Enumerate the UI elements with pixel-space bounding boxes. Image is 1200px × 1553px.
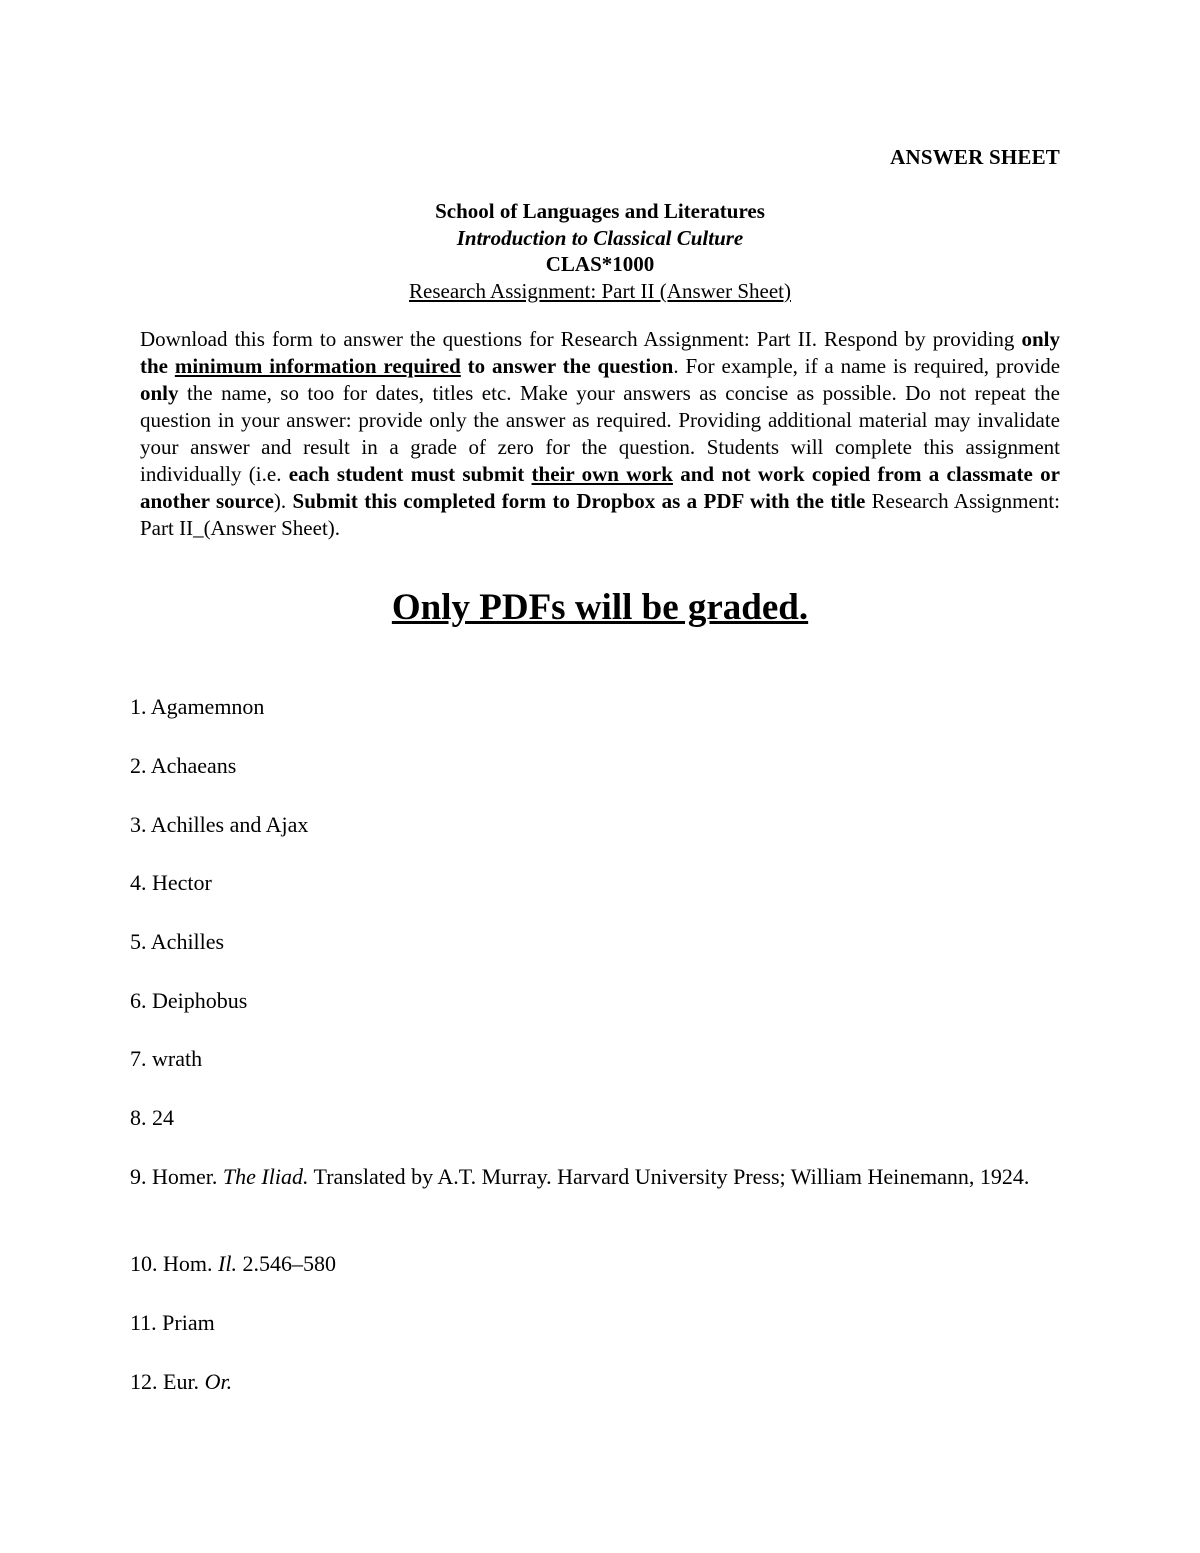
course-title: Introduction to Classical Culture [456, 225, 744, 250]
pdf-only-notice: Only PDFs will be graded. [391, 587, 809, 628]
assignment-title: Research Assignment: Part II (Answer Sheet) [409, 278, 791, 303]
answer-item: 7. wrath [130, 1046, 203, 1071]
answer-item: 2. Achaeans [130, 753, 237, 778]
answer-italic-abbr: Or. [204, 1369, 233, 1394]
instructions-bold: only [140, 381, 179, 405]
answer-italic-abbr: Il. [218, 1251, 237, 1276]
answer-item [130, 1367, 232, 1396]
instructions-text: Download this form to answer the questions for Research Assignment: Part II. Respond by providing [140, 327, 1022, 351]
answer-item: 3. Achilles and Ajax [130, 812, 309, 837]
instructions-bold-underline: their own work [531, 462, 673, 486]
school-name: School of Languages and Literatures [435, 199, 765, 223]
answer-text: 9. Homer. [130, 1164, 223, 1189]
answer-item: 4. Hector [130, 870, 212, 895]
answer-item [130, 1249, 336, 1278]
course-code: CLAS*1000 [545, 252, 655, 276]
answer-text: 12. Eur. [130, 1369, 205, 1394]
answer-text: 10. Hom. [130, 1251, 218, 1276]
instructions-bold: only the [140, 327, 1060, 378]
answer-sheet-label: ANSWER SHEET [890, 145, 1060, 169]
instructions-text: Research Assignment: Part II_(Answer Sheet). [140, 489, 1060, 540]
answer-italic-title: The Iliad. [222, 1164, 309, 1189]
instructions-bold-underline: minimum information required [174, 354, 461, 378]
instructions-text: ). [273, 489, 293, 513]
answer-item: 5. Achilles [130, 929, 225, 954]
answer-text: 2.546–580 [236, 1251, 336, 1276]
answer-item [130, 1162, 1030, 1191]
instructions-bold: and not work copied from a classmate or another source [140, 462, 1060, 513]
course-header [0, 198, 1200, 304]
answer-item: 11. Priam [130, 1310, 215, 1335]
instructions-bold: to answer the question [460, 354, 674, 378]
instructions-bold: each student must submit [288, 462, 532, 486]
answer-item: 6. Deiphobus [130, 988, 248, 1013]
answer-item: 8. 24 [130, 1105, 174, 1130]
answer-item: 1. Agamemnon [130, 694, 265, 719]
instructions-paragraph [140, 326, 1060, 542]
instructions-text: the name, so too for dates, titles etc. Make your answers as concise as possible. Do not repeat the question in your answer: provide only the answer as required. Providing additional material may invalidate your answer and result in a grade of zero for the question. Students will complete this assignment individually (i.e. [140, 381, 1060, 486]
answer-text: Translated by A.T. Murray. Harvard University Press; William Heinemann, 1924. [308, 1164, 1030, 1189]
instructions-text: . For example, if a name is required, provide [673, 354, 1061, 378]
instructions-bold: Submit this completed form to Dropbox as a PDF with the title [292, 489, 866, 513]
